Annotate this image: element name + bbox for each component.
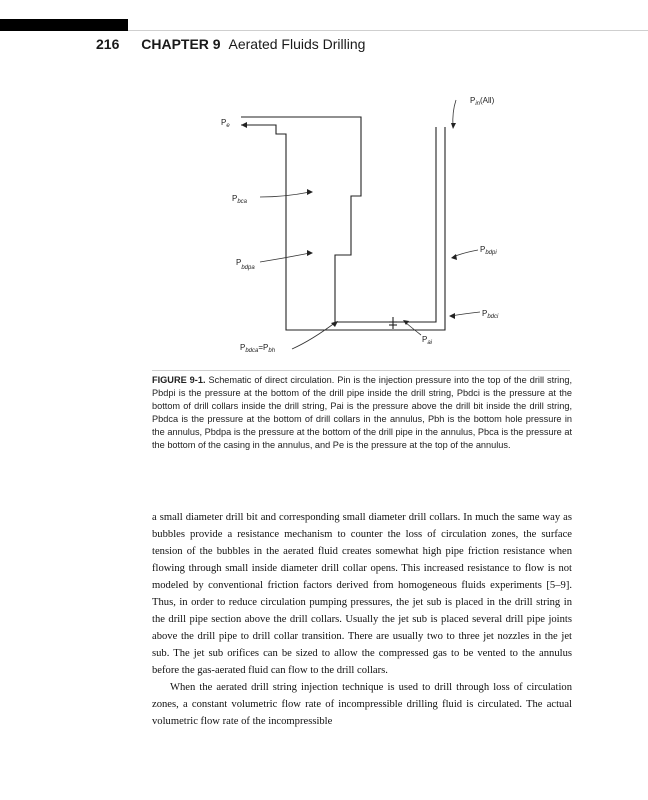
leader-p-bdci [451,312,480,316]
wellbore-outline [241,117,445,330]
page-number: 216 [96,36,120,52]
arrow-p-bdpi [451,254,457,260]
label-p-bdpa: $P_{bdpa}$ [236,258,255,271]
drill-string-wall [241,117,436,322]
arrow-p-e [241,122,247,128]
label-p-in: $P_{in}(All)$ [470,96,495,107]
paragraph: When the aerated drill string injection technique is used to drill through loss of circulation zones, a constant volumetric flow rate of incompressible drilling fluid is circulated. The actual volumetric flow rate of the incompressible [152,682,572,727]
arrow-p-bdci [449,313,455,319]
label-p-bdpi: $P_{bdpi}$ [480,245,497,256]
caption-text: Schematic of direct circulation. Pin is the injection pressure into the top of the drill string, Pbdpi is the pressure at the bottom of the drill pipe inside the drill string, Pbdci is the pressure at the bottom of drill collars inside the drill string, Pai is the pressure above the drill bit inside the drill string, Pbdca is the pressure at the bottom of drill collars in the annulus, Pbh is the bottom hole pressure in the annulus, Pbdpa is the pressure at the bottom of the drill pipe in the annulus, Pbca is the pressure at the bottom of the casing in the annulus, and Pe is the pressure at the top of the annulus. [152,375,572,450]
leader-p-bdca [292,322,336,349]
arrow-p-bca [307,189,313,195]
leader-p-bca [260,192,310,197]
caption-rule [152,370,570,371]
leader-arrows [307,123,457,327]
label-p-bca: $P_{bca}$ [232,194,248,205]
chapter-title: Aerated Fluids Drilling [228,36,366,52]
circulation-schematic [0,0,648,370]
leader-p-bdpi [453,250,478,257]
label-p-bdca-bh: $P_{bdca}=P_{bh}$ [240,343,276,354]
arrow-p-bdpa [307,250,313,256]
leader-p-ai [405,322,421,335]
label-p-bdci: $P_{bdci}$ [482,309,499,320]
chapter-label: CHAPTER 9 [141,36,221,52]
paragraph: a small diameter drill bit and corresponding small diameter drill collars. In much the same way as bubbles provide a resistance mechanism to counter the loss of circulation zones, the surface tension of the bubbles in the aerated fluid creates somewhat high pipe friction resistance when flowing through small inside diameter drill collar opens. This increased resistance to flow is not modeled by conventional friction factors derived from homogeneous fluids experiments [5–9]. Thus, in order to reduce circulation pumping pressures, the jet sub is placed in the drill string in the drill pipe section above the drill collars. Usually the jet sub is placed several drill pipe joints above the drill pipe to drill collar transition. There are usually two to three jet nozzles in the jet sub. The jet sub orifices can be sized to allow the compressed gas to be vented to the annulus before the gas-aerated fluid can flow to the drill collars. [152,512,572,676]
figure-caption [152,374,572,451]
annulus-outer-wall [241,125,445,330]
leader-p-in [453,100,456,127]
leader-p-bdpa [260,253,310,262]
caption-label: FIGURE 9-1. [152,375,206,385]
body-text [152,509,572,730]
label-p-e: $P_e$ [221,118,230,129]
label-p-ai: $P_{ai}$ [422,335,433,346]
arrow-p-in [451,123,456,129]
leader-lines [260,100,480,349]
